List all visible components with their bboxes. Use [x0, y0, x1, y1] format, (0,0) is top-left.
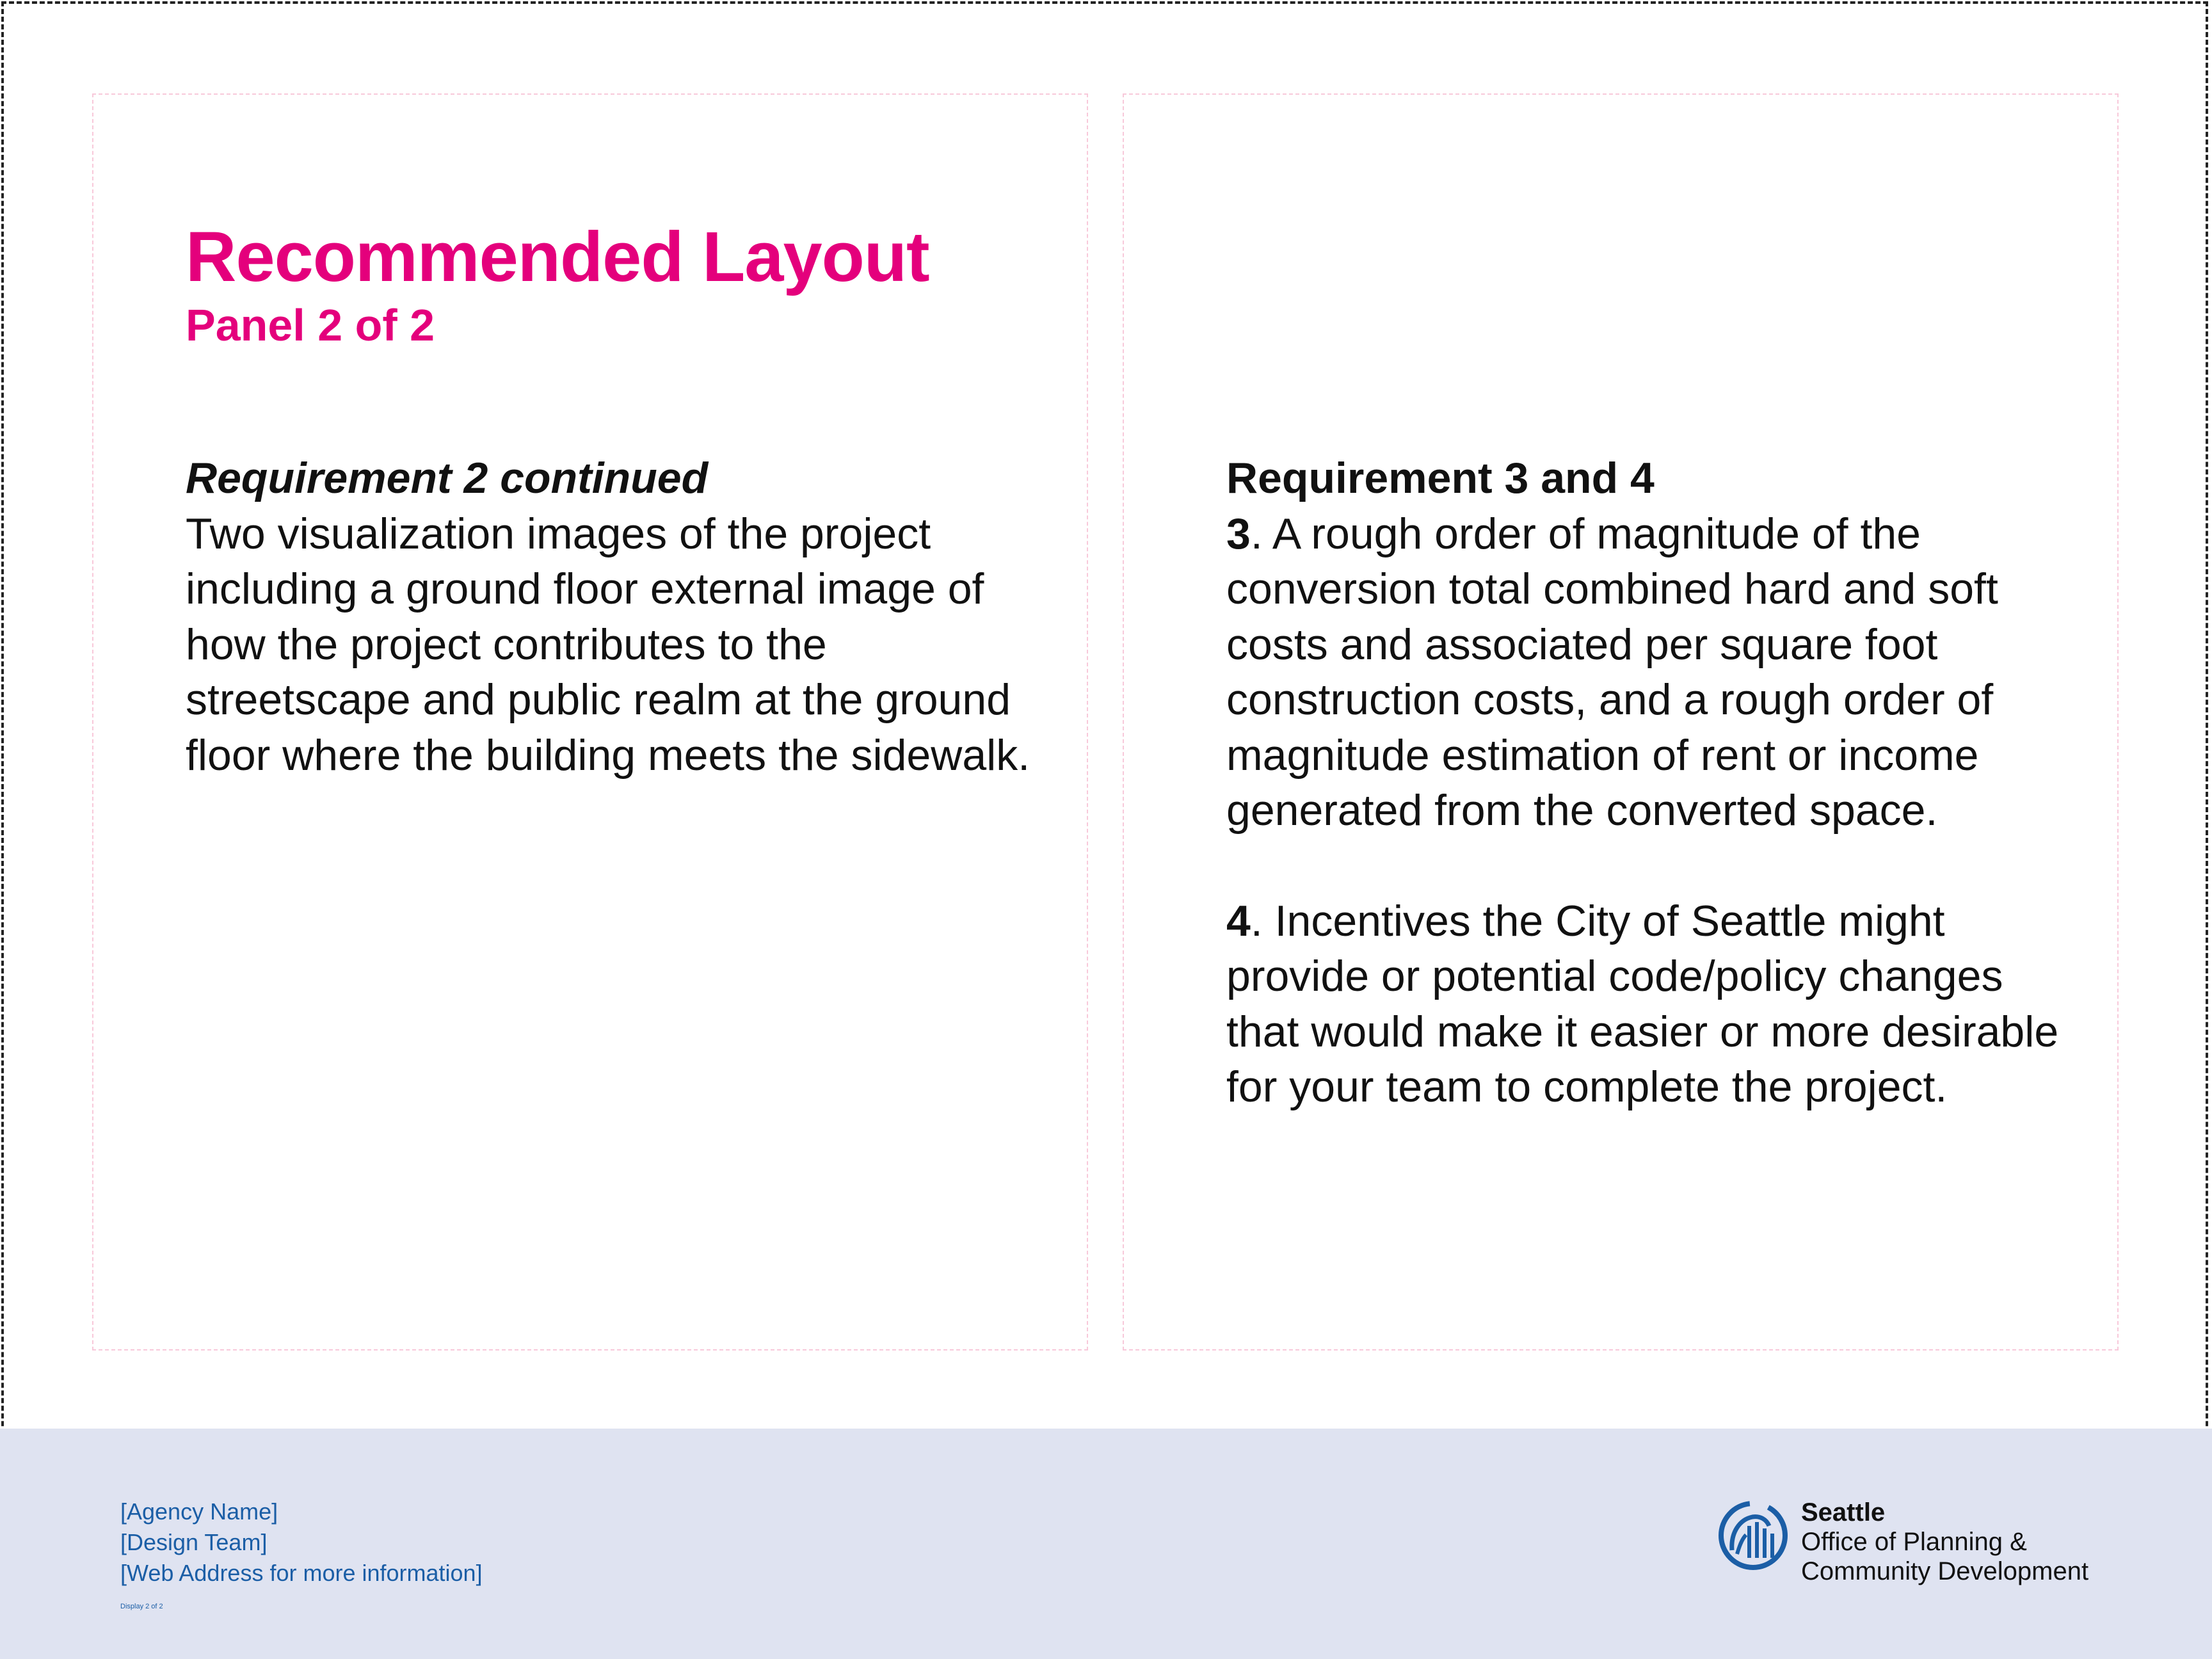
- logo-city: Seattle: [1801, 1498, 1886, 1527]
- seattle-seal-icon: [1718, 1500, 1788, 1571]
- logo-dept-line-2: Community Development: [1801, 1557, 2089, 1585]
- logo-dept-line-1: Office of Planning &: [1801, 1528, 2027, 1556]
- requirement-4-number: 4: [1226, 896, 1251, 945]
- requirement-4-paragraph: [1226, 894, 2084, 1115]
- opcd-logo: [1718, 1498, 2115, 1587]
- left-text-block: [186, 451, 1043, 783]
- requirement-3-paragraph: [1226, 506, 2084, 838]
- requirement-4-text: . Incentives the City of Seattle might provide or potential code/policy changes that would make it easier or more desirable for your team to complete the project.: [1226, 896, 2059, 1111]
- requirement-3-text: . A rough order of magnitude of the conversion total combined hard and soft costs and associated per square foot construction costs, and a rough order of magnitude estimation of rent or income generated from the converted space.: [1226, 509, 1998, 835]
- agency-name: [Agency Name]: [120, 1498, 278, 1525]
- logo-text: [1801, 1498, 2088, 1586]
- display-label: Display 2 of 2: [120, 1603, 163, 1610]
- footer-info: [120, 1496, 483, 1589]
- design-team: [Design Team]: [120, 1529, 268, 1555]
- right-text-block: [1226, 451, 2084, 1115]
- requirement-3-number: 3: [1226, 509, 1251, 558]
- page-title: Recommended Layout: [186, 218, 929, 296]
- requirement-2-heading: Requirement 2 continued: [186, 454, 709, 502]
- web-address: [Web Address for more information]: [120, 1560, 483, 1586]
- page-subtitle: Panel 2 of 2: [186, 300, 435, 350]
- requirement-3-4-heading: Requirement 3 and 4: [1226, 454, 1655, 502]
- requirement-2-body: Two visualization images of the project including a ground floor external image of how the project contributes to the streetscape and public realm at the ground floor where the building meets the sidewalk.: [186, 509, 1030, 780]
